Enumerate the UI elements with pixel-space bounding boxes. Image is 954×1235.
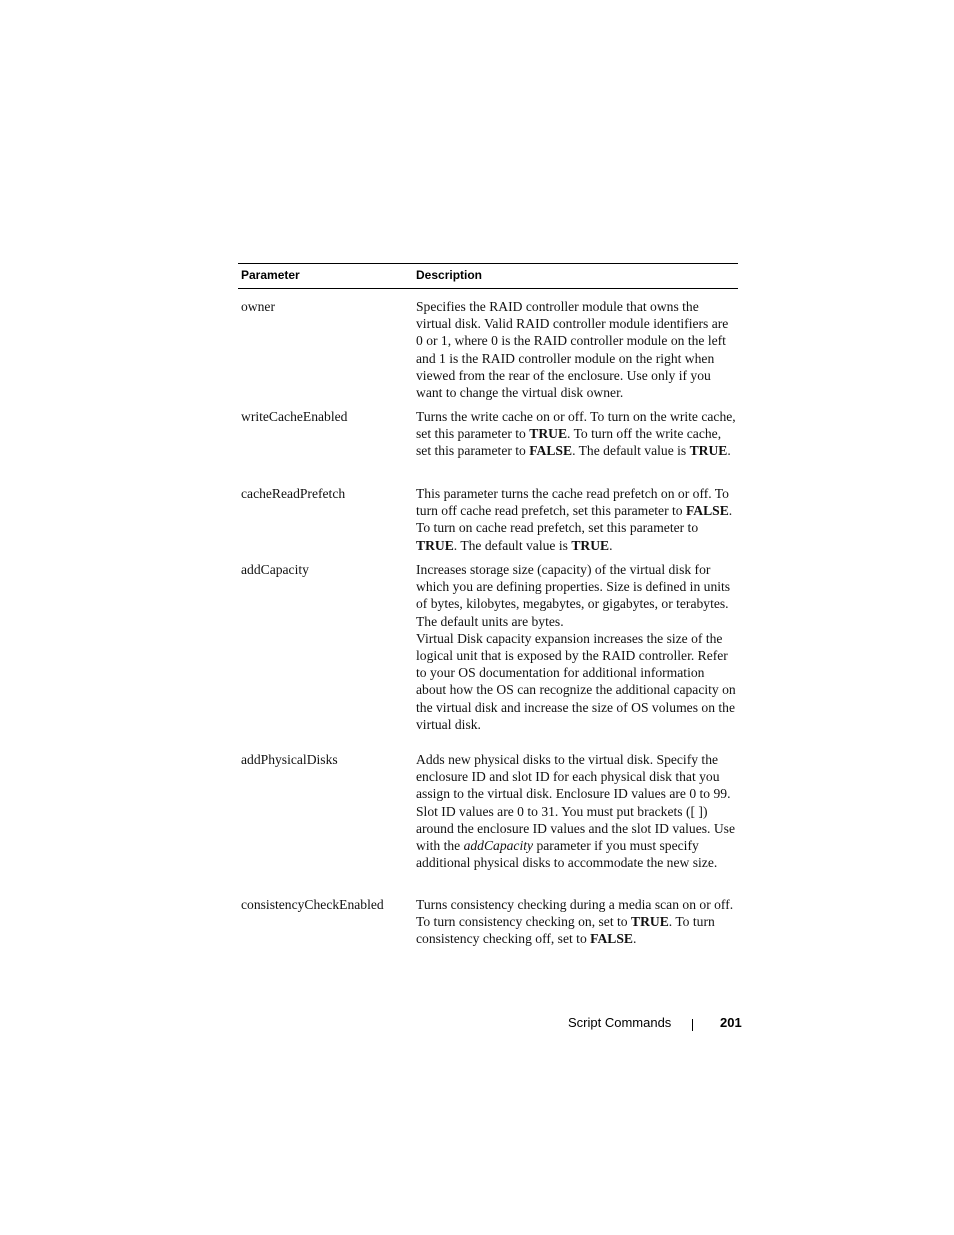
keyword: TRUE bbox=[631, 914, 669, 930]
description-text: . To turn off the write cache, set this parameter to bbox=[416, 426, 722, 459]
description-text: . bbox=[727, 443, 731, 459]
parameter-reference: addCapacity bbox=[463, 838, 534, 854]
table-row bbox=[238, 561, 736, 733]
table-row bbox=[238, 408, 736, 460]
keyword: TRUE bbox=[689, 443, 728, 459]
parameter-name: addPhysicalDisks bbox=[241, 752, 338, 767]
footer-separator bbox=[692, 1019, 693, 1031]
parameter-name: consistencyCheckEnabled bbox=[241, 897, 384, 912]
description-paragraph bbox=[416, 561, 736, 630]
description-text: . bbox=[609, 537, 613, 553]
description-text: This parameter turns the cache read prefetch on or off. To turn off cache read prefetch, set this parameter to bbox=[416, 486, 729, 519]
table-header bbox=[238, 263, 738, 289]
parameter-name: writeCacheEnabled bbox=[241, 409, 348, 424]
table-row bbox=[238, 485, 736, 554]
description-text: parameter if you must specify additional physical disks to accommodate the new size. bbox=[416, 838, 718, 871]
description-paragraph bbox=[416, 485, 736, 554]
footer-section-title: Script Commands bbox=[568, 1015, 672, 1030]
header-parameter: Parameter bbox=[241, 268, 300, 282]
keyword: FALSE bbox=[685, 503, 729, 519]
header-description: Description bbox=[416, 268, 483, 282]
description-text: Specifies the RAID controller module that owns the virtual disk. Valid RAID controller module identifiers are 0 or 1, where 0 is the RAID controller module on the left and 1 is the RAID controller module on the right when viewed from the rear of the enclosure. Use only if you want to change the virtual disk owner. bbox=[416, 299, 729, 401]
parameter-name: addCapacity bbox=[241, 562, 309, 577]
keyword: TRUE bbox=[416, 537, 454, 553]
description-text: Virtual Disk capacity expansion increases the size of the logical unit that is exposed by the RAID controller. Refer to your OS documentation for additional information about how the OS can recognize the additional capacity on the virtual disk and increase the size of OS volumes on the virtual disk. bbox=[416, 630, 736, 732]
description-paragraph bbox=[416, 298, 736, 401]
table-row bbox=[238, 896, 736, 948]
description-paragraph bbox=[416, 408, 736, 460]
description-text: . The default value is bbox=[453, 537, 572, 553]
table-row bbox=[238, 298, 736, 401]
description-text: . To turn consistency checking off, set to bbox=[416, 914, 715, 947]
parameter-description bbox=[416, 751, 736, 871]
description-text: . To turn on cache read prefetch, set this parameter to bbox=[416, 503, 733, 536]
description-text: . bbox=[632, 931, 637, 947]
description-paragraph bbox=[416, 630, 736, 733]
parameter-description bbox=[416, 408, 736, 460]
description-text: Increases storage size (capacity) of the virtual disk for which you are defining properties. Size is defined in units of bytes, kilobytes, megabytes, or gigabytes, or terabytes. The default units are bytes. bbox=[416, 562, 731, 629]
parameter-description bbox=[416, 896, 736, 948]
keyword: FALSE bbox=[590, 931, 633, 947]
description-text: Turns the write cache on or off. To turn on the write cache, set this parameter to bbox=[416, 409, 736, 442]
parameter-description bbox=[416, 561, 736, 733]
table-row bbox=[238, 751, 736, 871]
description-text: Turns consistency checking during a media scan on or off. To turn consistency checking on, set to bbox=[416, 897, 734, 930]
parameter-name: owner bbox=[241, 299, 275, 314]
description-paragraph bbox=[416, 896, 736, 948]
parameter-description bbox=[416, 298, 736, 401]
description-paragraph bbox=[416, 751, 736, 871]
description-text: . The default value is bbox=[572, 443, 690, 459]
parameter-description bbox=[416, 485, 736, 554]
parameter-name: cacheReadPrefetch bbox=[241, 486, 346, 501]
keyword: FALSE bbox=[529, 443, 573, 459]
keyword: TRUE bbox=[529, 426, 568, 442]
keyword: TRUE bbox=[571, 537, 610, 553]
parameter-table bbox=[238, 263, 738, 947]
description-text: Adds new physical disks to the virtual disk. Specify the enclosure ID and slot ID for each physical disk that you assign to the virtual disk. Enclosure ID values are 0 to 99. Slot ID values are 0 to 31. You must put brackets ([ ]) around the enclosure ID values and the slot ID values. Use with the bbox=[416, 752, 735, 854]
page-number: 201 bbox=[720, 1015, 742, 1030]
